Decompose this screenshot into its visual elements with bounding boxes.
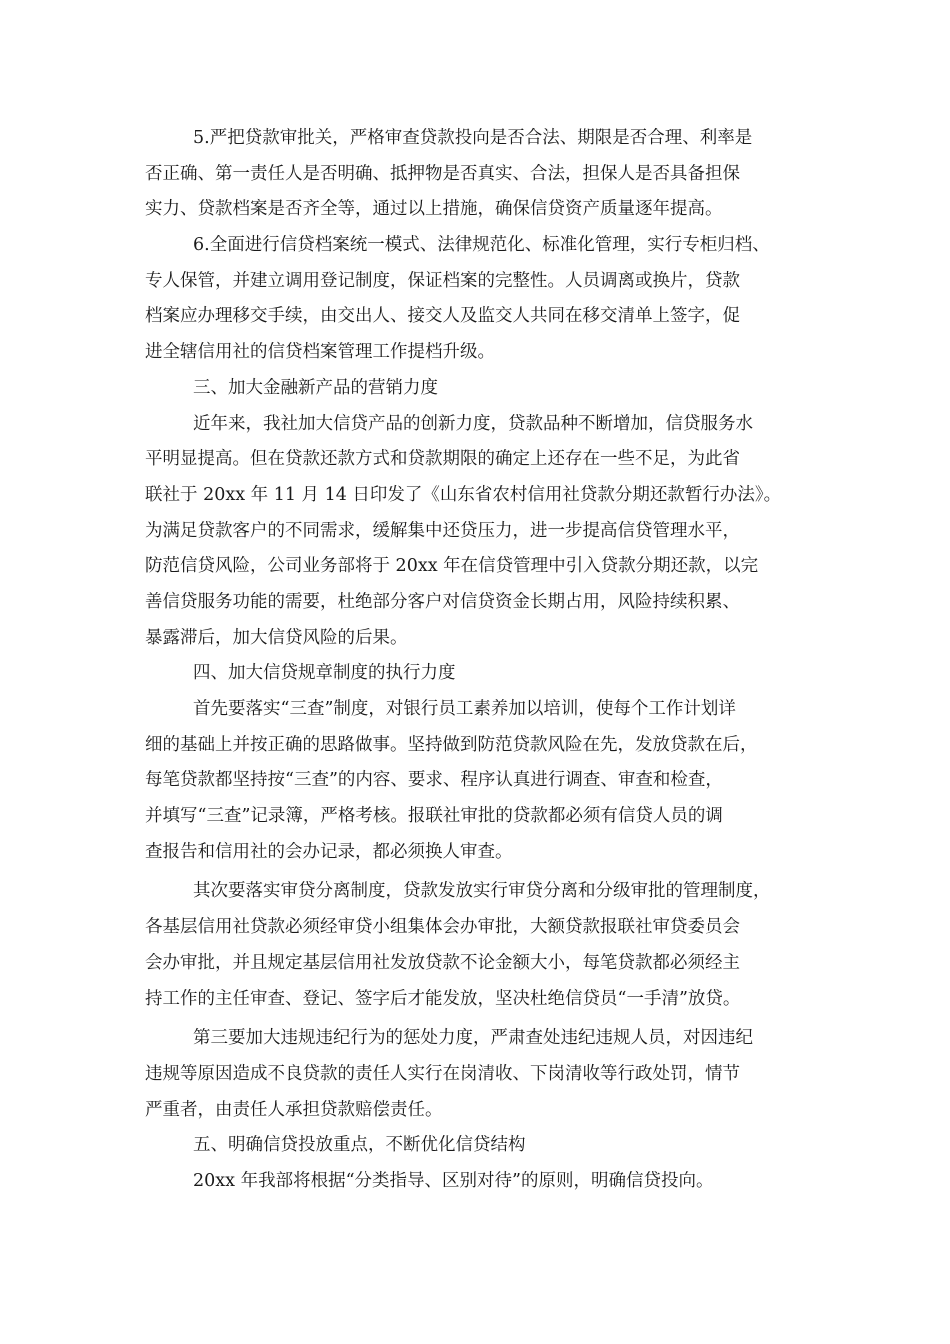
text-line: 首先要落实“三查”制度，对银行员工素养加以培训，使每个工作计划详	[193, 699, 736, 719]
text-line: 20xx 年我部将根据“分类指导、区别对待”的原则，明确信贷投向。	[193, 1170, 714, 1191]
document-page	[145, 121, 825, 1200]
text-line: 档案应办理移交手续，由交出人、接交人及监交人共同在移交清单上签字，促	[145, 306, 740, 327]
text-line: 会办审批，并且规定基层信用社发放贷款不论金额大小，每笔贷款都必须经主	[145, 952, 740, 973]
text-line: 严重者，由责任人承担贷款赔偿责任。	[145, 1099, 443, 1120]
text-line: 第三要加大违规违纪行为的惩处力度，严肃查处违纪违规人员，对因违纪	[193, 1028, 753, 1049]
text-line: 6.全面进行信贷档案统一模式、法律规范化、标准化管理，实行专柜归档、	[193, 235, 770, 256]
text-line: 各基层信用社贷款必须经审贷小组集体会办审批，大额贷款报联社审贷委员会	[145, 917, 740, 938]
text-line: 善信贷服务功能的需要，杜绝部分客户对信贷资金长期占用，风险持续积累、	[145, 591, 740, 612]
text-line: 5.严把贷款审批关，严格审查贷款投向是否合法、期限是否合理、利率是	[193, 128, 753, 148]
text-line: 细的基础上并按正确的思路做事。坚持做到防范贷款风险在先，发放贷款在后，	[145, 734, 758, 755]
text-line: 四、加大信贷规章制度的执行力度	[193, 663, 456, 684]
text-line: 近年来，我社加大信贷产品的创新力度，贷款品种不断增加，信贷服务水	[193, 413, 753, 434]
text-line: 持工作的主任审查、登记、签字后才能发放，坚决杜绝信贷员“一手清”放贷。	[145, 988, 741, 1009]
text-line: 专人保管，并建立调用登记制度，保证档案的完整性。人员调离或换片，贷款	[145, 270, 740, 291]
text-line: 并填写“三查”记录簿，严格考核。报联社审批的贷款都必须有信贷人员的调	[145, 806, 723, 827]
text-line: 查报告和信用社的会办记录，都必须换人审查。	[145, 841, 513, 862]
text-line: 实力、贷款档案是否齐全等，通过以上措施，确保信贷资产质量逐年提高。	[145, 199, 723, 220]
text-line: 每笔贷款都坚持按“三查”的内容、要求、程序认真进行调查、审查和检查，	[145, 770, 723, 791]
text-line: 其次要落实审贷分离制度，贷款发放实行审贷分离和分级审批的管理制度，	[193, 881, 771, 902]
text-line: 五、明确信贷投放重点，不断优化信贷结构	[193, 1135, 526, 1156]
text-line: 暴露滞后，加大信贷风险的后果。	[145, 627, 408, 648]
text-line: 违规等原因造成不良贷款的责任人实行在岗清收、下岗清收等行政处罚，情节	[145, 1063, 740, 1084]
text-line: 为满足贷款客户的不同需求，缓解集中还贷压力，进一步提高信贷管理水平，	[145, 520, 740, 541]
text-line: 进全辖信用社的信贷档案管理工作提档升级。	[145, 342, 495, 363]
text-line: 否正确、第一责任人是否明确、抵押物是否真实、合法，担保人是否具备担保	[145, 163, 740, 184]
text-line: 防范信贷风险，公司业务部将于 20xx 年在信贷管理中引入贷款分期还款，以完	[145, 556, 759, 577]
text-line: 联社于 20xx 年 11 月 14 日印发了《山东省农村信用社贷款分期还款暂行办法》。	[145, 484, 782, 505]
text-line: 平明显提高。但在贷款还款方式和贷款期限的确定上还存在一些不足，为此省	[145, 449, 740, 470]
text-line: 三、加大金融新产品的营销力度	[193, 377, 438, 398]
